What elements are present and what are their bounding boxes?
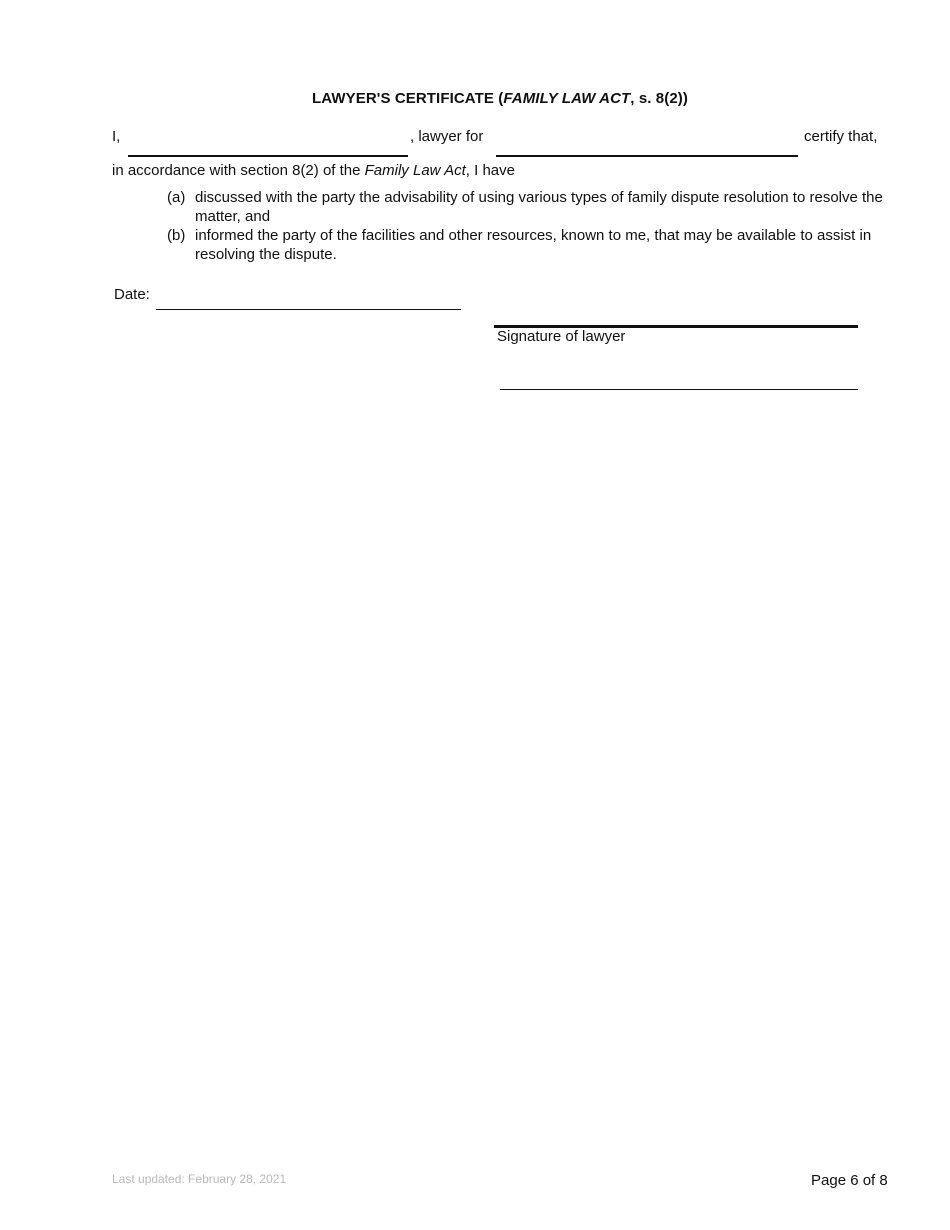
line1-i: I, bbox=[112, 128, 121, 145]
list-item-text: discussed with the party the advisability of using various types of family dispute resolution to resolve the matter, and bbox=[195, 189, 883, 225]
line2-suffix: , I have bbox=[465, 162, 515, 179]
list-item-text: informed the party of the facilities and other resources, known to me, that may be available to assist in resolving the dispute. bbox=[195, 227, 872, 263]
last-updated: Last updated: February 28, 2021 bbox=[112, 1172, 287, 1186]
list-item-label: (a) bbox=[167, 189, 186, 206]
certificate-title bbox=[0, 90, 950, 107]
party-name-field[interactable] bbox=[496, 155, 798, 157]
lawyer-name-field[interactable] bbox=[128, 155, 408, 157]
title-act: FAMILY LAW ACT bbox=[503, 90, 631, 107]
date-label: Date: bbox=[114, 286, 150, 303]
line2-act: Family Law Act bbox=[364, 162, 466, 179]
title-prefix: LAWYER'S CERTIFICATE ( bbox=[312, 90, 504, 107]
list-item-label: (b) bbox=[167, 227, 186, 244]
page-number: Page 6 of 8 bbox=[811, 1172, 888, 1189]
line2-statement bbox=[112, 162, 515, 180]
line1-certify: certify that, bbox=[804, 128, 878, 145]
date-field[interactable] bbox=[156, 309, 461, 310]
line2-prefix: in accordance with section 8(2) of the bbox=[112, 162, 361, 179]
signature-extra-line[interactable] bbox=[500, 389, 858, 390]
title-suffix: , s. 8(2)) bbox=[630, 90, 688, 107]
signature-label: Signature of lawyer bbox=[497, 328, 626, 345]
line1-lawyer-for: , lawyer for bbox=[410, 128, 484, 145]
